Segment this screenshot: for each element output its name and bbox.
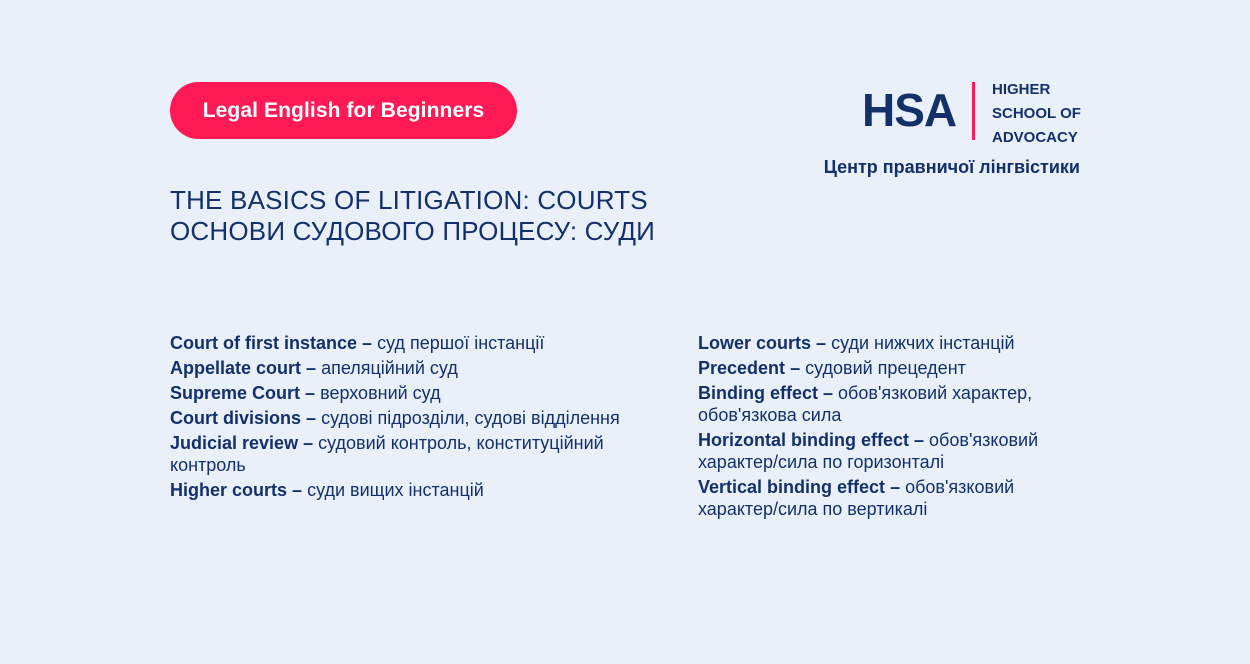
term-english: Court divisions [170, 408, 302, 428]
glossary-term [698, 357, 1098, 379]
term-ukrainian: судовий контроль, конституційний контроль [170, 433, 604, 475]
term-dash: – [306, 408, 317, 428]
term-ukrainian: обов'язковий характер/сила по вертикалі [698, 477, 1015, 519]
course-badge: Legal English for Beginners [170, 82, 517, 139]
term-english: Appellate court [170, 358, 302, 378]
term-english: Lower courts [698, 333, 812, 353]
hsa-logo [862, 78, 1082, 146]
term-ukrainian: обов'язковий характер, обов'язкова сила [698, 383, 1033, 425]
glossary-right-column [698, 332, 1098, 523]
center-name: Центр правничої лінгвістики [823, 157, 1080, 177]
title-ukrainian: ОСНОВИ СУДОВОГО ПРОЦЕСУ: СУДИ [170, 216, 656, 246]
logo-words [992, 78, 1081, 150]
term-english: Supreme Court [170, 383, 301, 403]
term-ukrainian: судовий прецедент [805, 358, 966, 378]
term-english: Higher courts [170, 480, 288, 500]
term-english: Horizontal binding effect [698, 430, 909, 450]
logo-divider [972, 82, 975, 140]
term-dash: – [303, 433, 314, 453]
glossary-term [698, 429, 1098, 473]
glossary-term [170, 382, 650, 404]
term-dash: – [306, 358, 317, 378]
glossary-term [170, 357, 650, 379]
glossary-term [170, 332, 650, 354]
term-dash: – [790, 358, 801, 378]
term-dash: – [292, 480, 303, 500]
term-english: Judicial review [170, 433, 299, 453]
term-dash: – [823, 383, 834, 403]
term-english: Precedent [698, 358, 786, 378]
term-dash: – [816, 333, 827, 353]
logo-word: ADVOCACY [992, 129, 1078, 146]
term-dash: – [914, 430, 925, 450]
term-ukrainian: суди нижчих інстанцій [831, 333, 1015, 353]
logo-mark: HSA [862, 84, 957, 136]
page-title [170, 185, 655, 247]
term-ukrainian: суди вищих інстанцій [307, 480, 484, 500]
term-ukrainian: апеляційний суд [321, 358, 458, 378]
title-english: THE BASICS OF LITIGATION: COURTS [170, 185, 648, 215]
term-ukrainian: судові підрозділи, судові відділення [321, 408, 620, 428]
term-dash: – [890, 477, 901, 497]
logo-word: SCHOOL OF [992, 105, 1081, 122]
term-dash: – [362, 333, 373, 353]
term-ukrainian: суд першої інстанції [377, 333, 545, 353]
glossary-term [170, 432, 650, 476]
term-ukrainian: верховний суд [320, 383, 441, 403]
glossary-term [170, 407, 650, 429]
glossary-left-column [170, 332, 650, 504]
term-english: Binding effect [698, 383, 818, 403]
term-english: Vertical binding effect [698, 477, 886, 497]
term-ukrainian: обов'язковий характер/сила по горизонталі [698, 430, 1039, 472]
term-dash: – [305, 383, 316, 403]
logo-word: HIGHER [992, 81, 1051, 98]
term-english: Court of first instance [170, 333, 358, 353]
glossary-term [698, 382, 1098, 426]
glossary-term [698, 332, 1098, 354]
glossary-term [170, 479, 650, 501]
glossary-term [698, 476, 1098, 520]
